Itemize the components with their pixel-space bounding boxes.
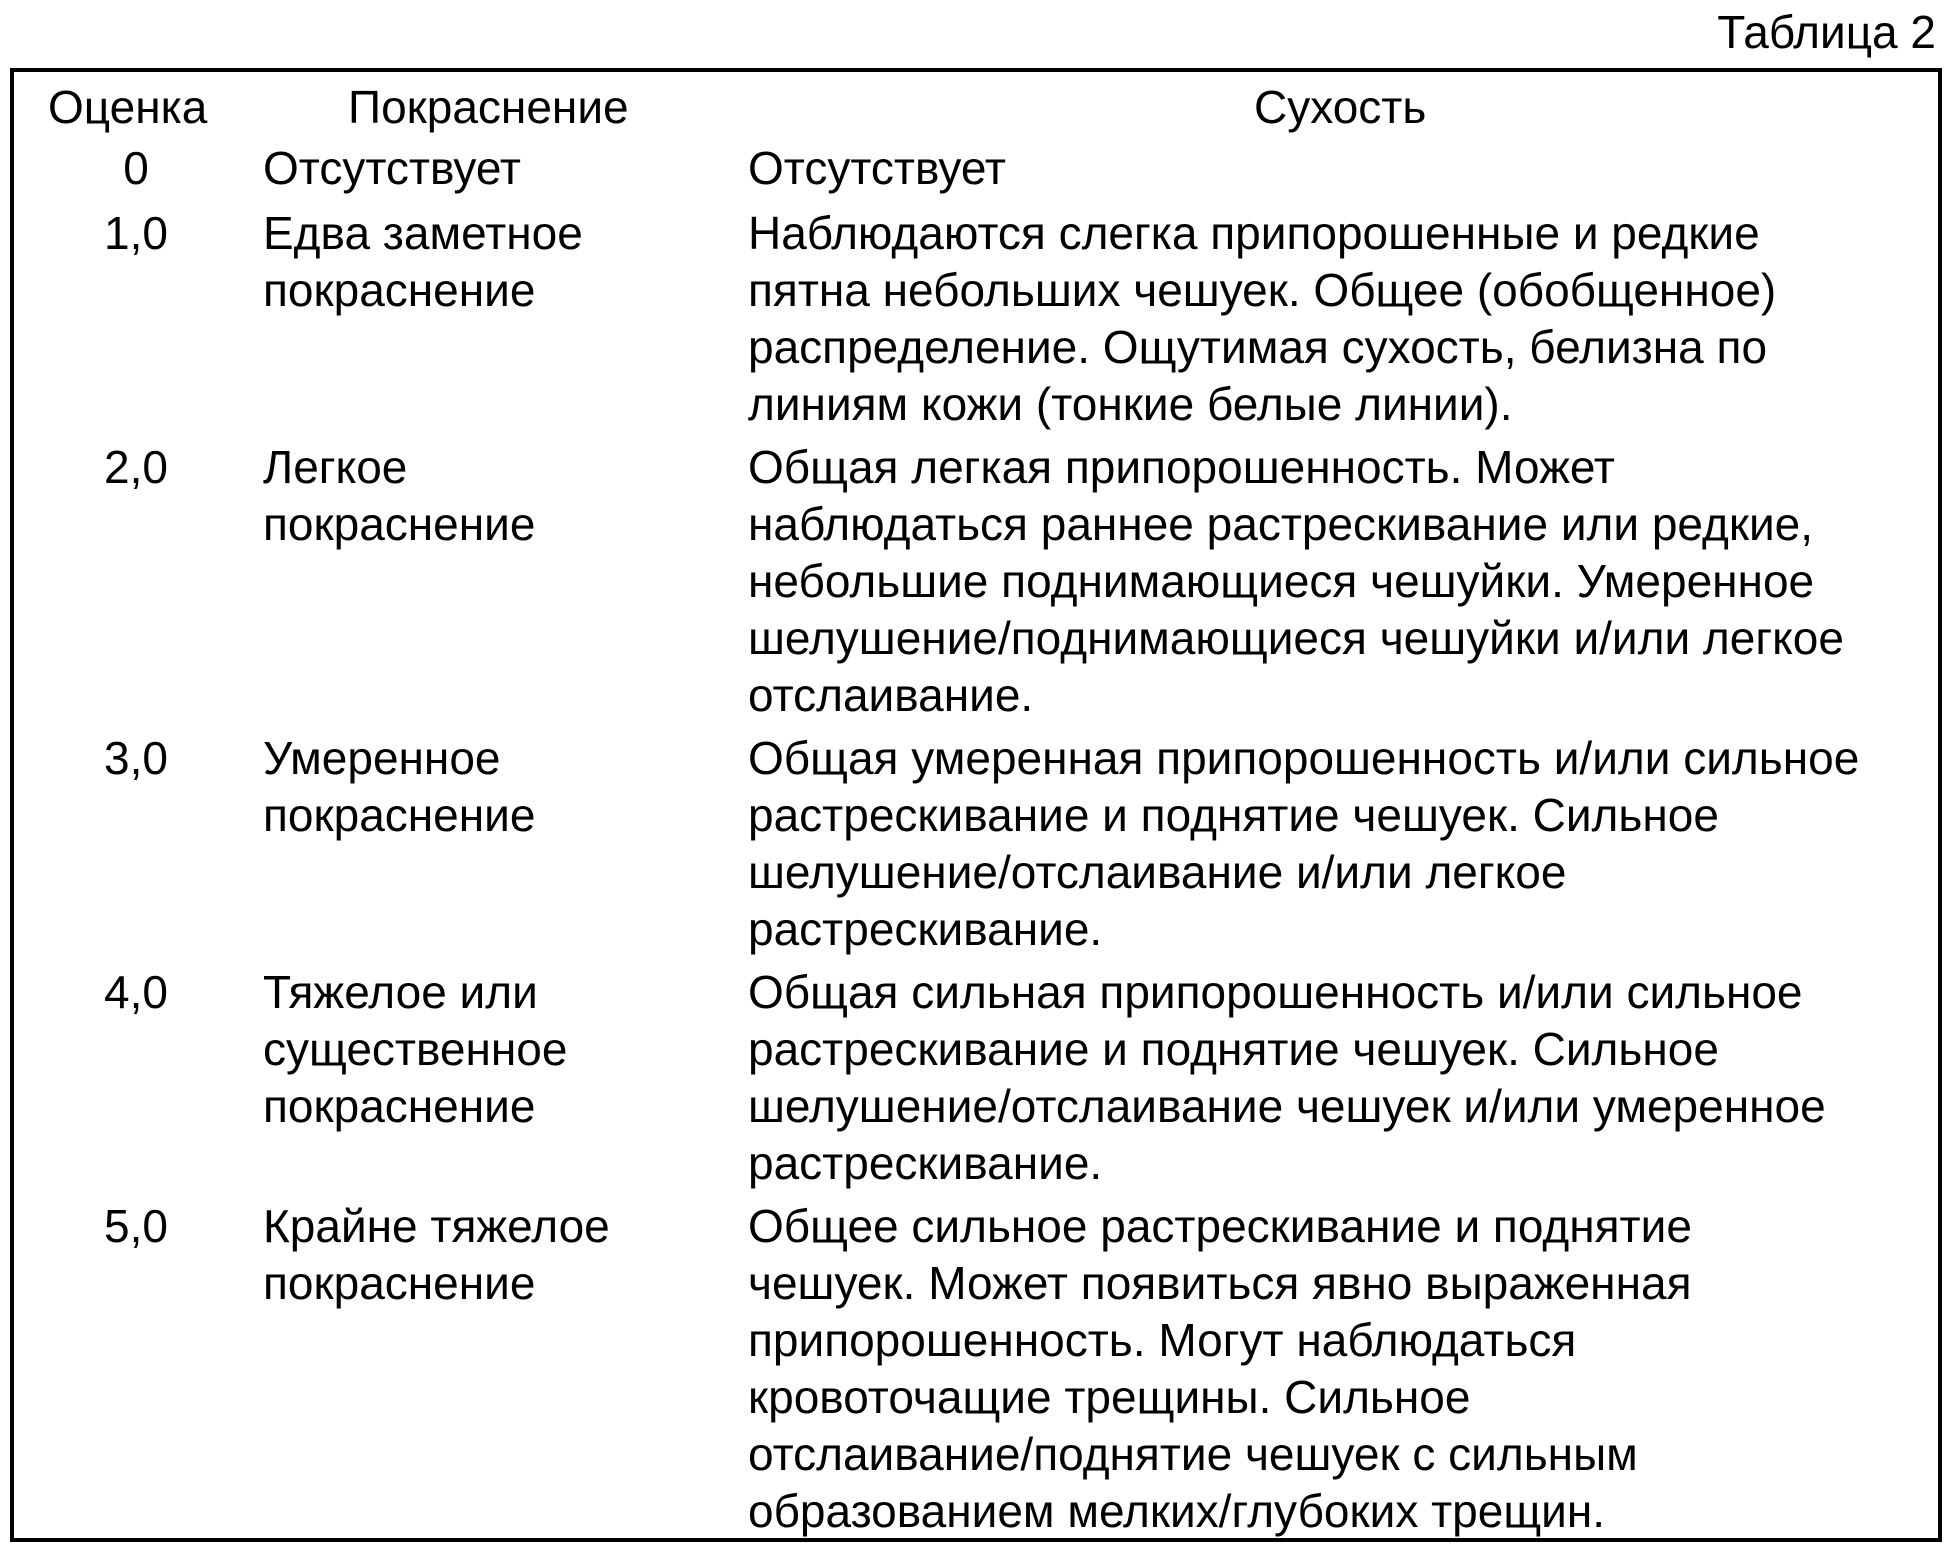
row-dryness: Общая сильная припорошенность и/или сильное растрескивание и поднятие чешуек. Сильное шелушение/отслаивание чешуек и/или умеренное растрескивание.: [748, 964, 1948, 1192]
row-score: 1,0: [76, 205, 196, 262]
row-redness: Едва заметное покраснение: [263, 205, 713, 319]
table-header: [14, 77, 1938, 137]
row-score: 3,0: [76, 730, 196, 787]
row-score: 2,0: [76, 439, 196, 496]
table-frame: [10, 68, 1942, 1542]
row-score: 4,0: [76, 964, 196, 1021]
row-dryness: Общая умеренная припорошенность и/или сильное растрескивание и поднятие чешуек. Сильное шелушение/отслаивание и/или легкое растрескивание.: [748, 730, 1948, 958]
header-redness: Покраснение: [348, 77, 718, 137]
row-dryness: Общее сильное растрескивание и поднятие чешуек. Может появиться явно выраженная припорошенность. Могут наблюдаться кровоточащие трещины. Сильное отслаивание/поднятие чешуек с сильным образованием мелких/глубоких трещин.: [748, 1198, 1948, 1540]
table-caption: Таблица 2: [1717, 4, 1936, 60]
row-redness: Крайне тяжелое покраснение: [263, 1198, 713, 1312]
header-dryness: Сухость: [1254, 77, 1454, 137]
table-row: [14, 205, 1938, 433]
row-dryness: Общая легкая припорошенность. Может наблюдаться раннее растрескивание или редкие, небольшие поднимающиеся чешуйки. Умеренное шелушение/поднимающиеся чешуйки и/или легкое отслаивание.: [748, 439, 1948, 724]
row-score: 0: [76, 140, 196, 197]
row-score: 5,0: [76, 1198, 196, 1255]
row-dryness: Наблюдаются слегка припорошенные и редкие пятна небольших чешуек. Общее (обобщенное) распределение. Ощутимая сухость, белизна по линиям кожи (тонкие белые линии).: [748, 205, 1948, 433]
table-row: [14, 140, 1938, 197]
row-redness: Тяжелое или существенное покраснение: [263, 964, 713, 1135]
row-redness: Отсутствует: [263, 140, 713, 197]
table-row: [14, 730, 1938, 958]
header-score: Оценка: [48, 77, 238, 137]
row-redness: Легкое покраснение: [263, 439, 713, 553]
row-redness: Умеренное покраснение: [263, 730, 713, 844]
table-body: [14, 140, 1938, 1540]
table-row: [14, 1198, 1938, 1540]
table-row: [14, 964, 1938, 1192]
table-row: [14, 439, 1938, 724]
row-dryness: Отсутствует: [748, 140, 1948, 197]
